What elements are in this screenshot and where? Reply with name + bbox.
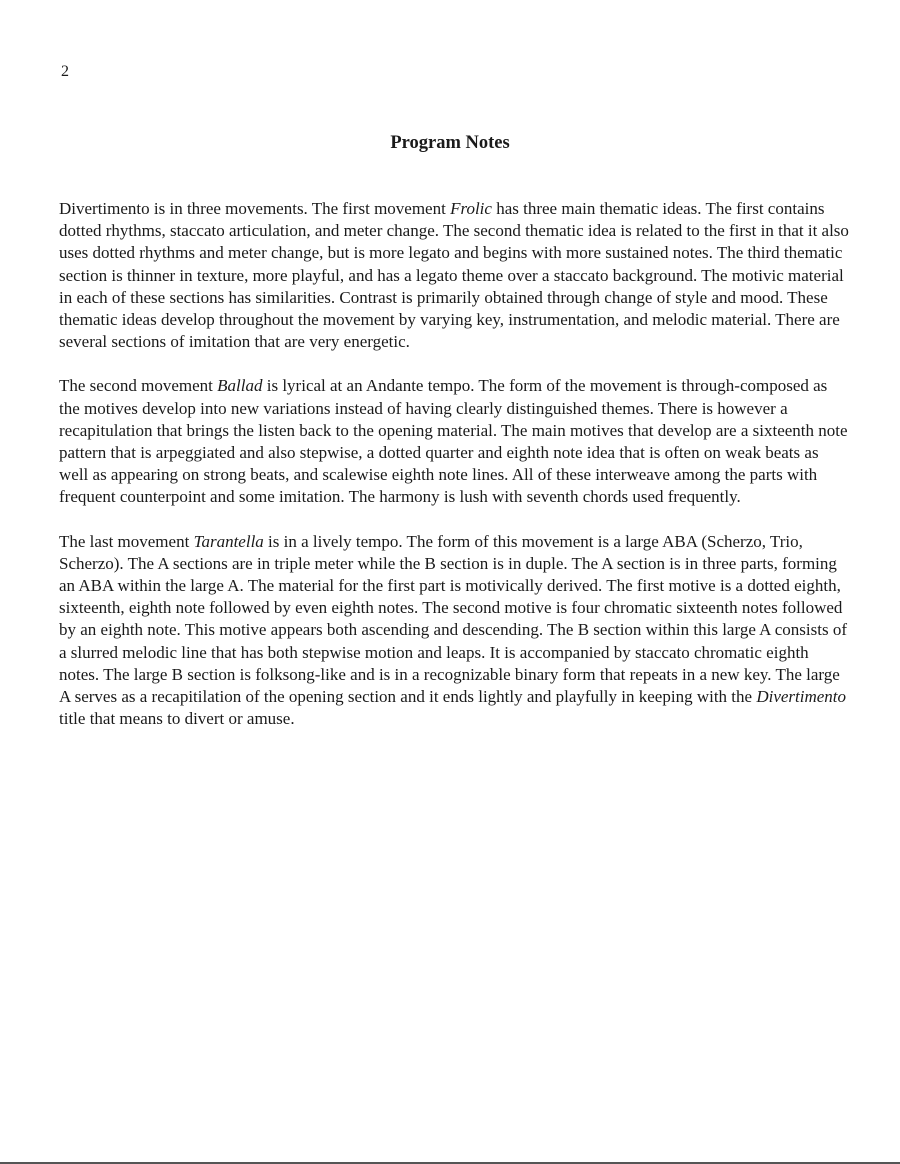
paragraph-text: The last movement — [59, 531, 194, 551]
paragraph — [59, 531, 849, 731]
italic-title-text: Ballad — [217, 376, 263, 396]
paragraph — [59, 198, 849, 353]
paragraph — [59, 375, 849, 508]
paragraph-text: title that means to divert or amuse. — [59, 709, 295, 729]
paragraph-text: is lyrical at an Andante tempo. The form of the movement is through-composed as the motives develop into new variations instead of having clearly distinguished themes. There is however a recapitulation that brings the listen back to the opening material. The main motives that develop are a sixteenth note pattern that is arpeggiated and also stepwise, a dotted quarter and eighth note idea that is often on weak beats as well as appearing on strong beats, and scalewise eighth note lines. All of these interweave among the parts with frequent counterpoint and some imitation. The harmony is lush with seventh chords used frequently. — [59, 376, 848, 507]
italic-title-text: Divertimento — [756, 687, 847, 707]
page-title: Program Notes — [390, 133, 510, 153]
program-notes-body — [59, 198, 849, 752]
paragraph-text: has three main thematic ideas. The first contains dotted rhythms, staccato articulation, and meter change. The second thematic idea is related to the first in that it also uses dotted rhythms and meter change, but is more legato and begins with more sustained notes. The third thematic section is thinner in texture, more playful, and has a legato theme over a staccato background. The motivic material in each of these sections has similarities. Contrast is primarily obtained through change of style and mood. These thematic ideas develop throughout the movement by varying key, instrumentation, and melodic material. There are several sections of imitation that are very energetic. — [59, 199, 849, 352]
page-number: 2 — [61, 63, 69, 80]
italic-title-text: Tarantella — [193, 531, 264, 551]
paragraph-text: The second movement — [59, 376, 218, 396]
paragraph-text: Divertimento is in three movements. The first movement — [59, 199, 451, 218]
italic-title-text: Frolic — [450, 199, 492, 218]
paragraph-text: is in a lively tempo. The form of this movement is a large ABA (Scherzo, Trio, Scherzo). The A sections are in triple meter while the B section is in duple. The A section is in three parts, forming an ABA within the large A. The material for the first part is motivically derived. The first motive is a dotted eighth, sixteenth, eighth note followed by even eighth notes. The second motive is four chromatic sixteenth notes followed by an eighth note. This motive appears both ascending and descending. The B section within this large A consists of a slurred melodic line that has both stepwise motion and leaps. It is accompanied by staccato chromatic eighth notes. The large B section is folksong-like and is in a recognizable binary form that repeats in a new key. The large A serves as a recapitilation of the opening section and it ends lightly and playfully in keeping with the — [59, 531, 848, 707]
